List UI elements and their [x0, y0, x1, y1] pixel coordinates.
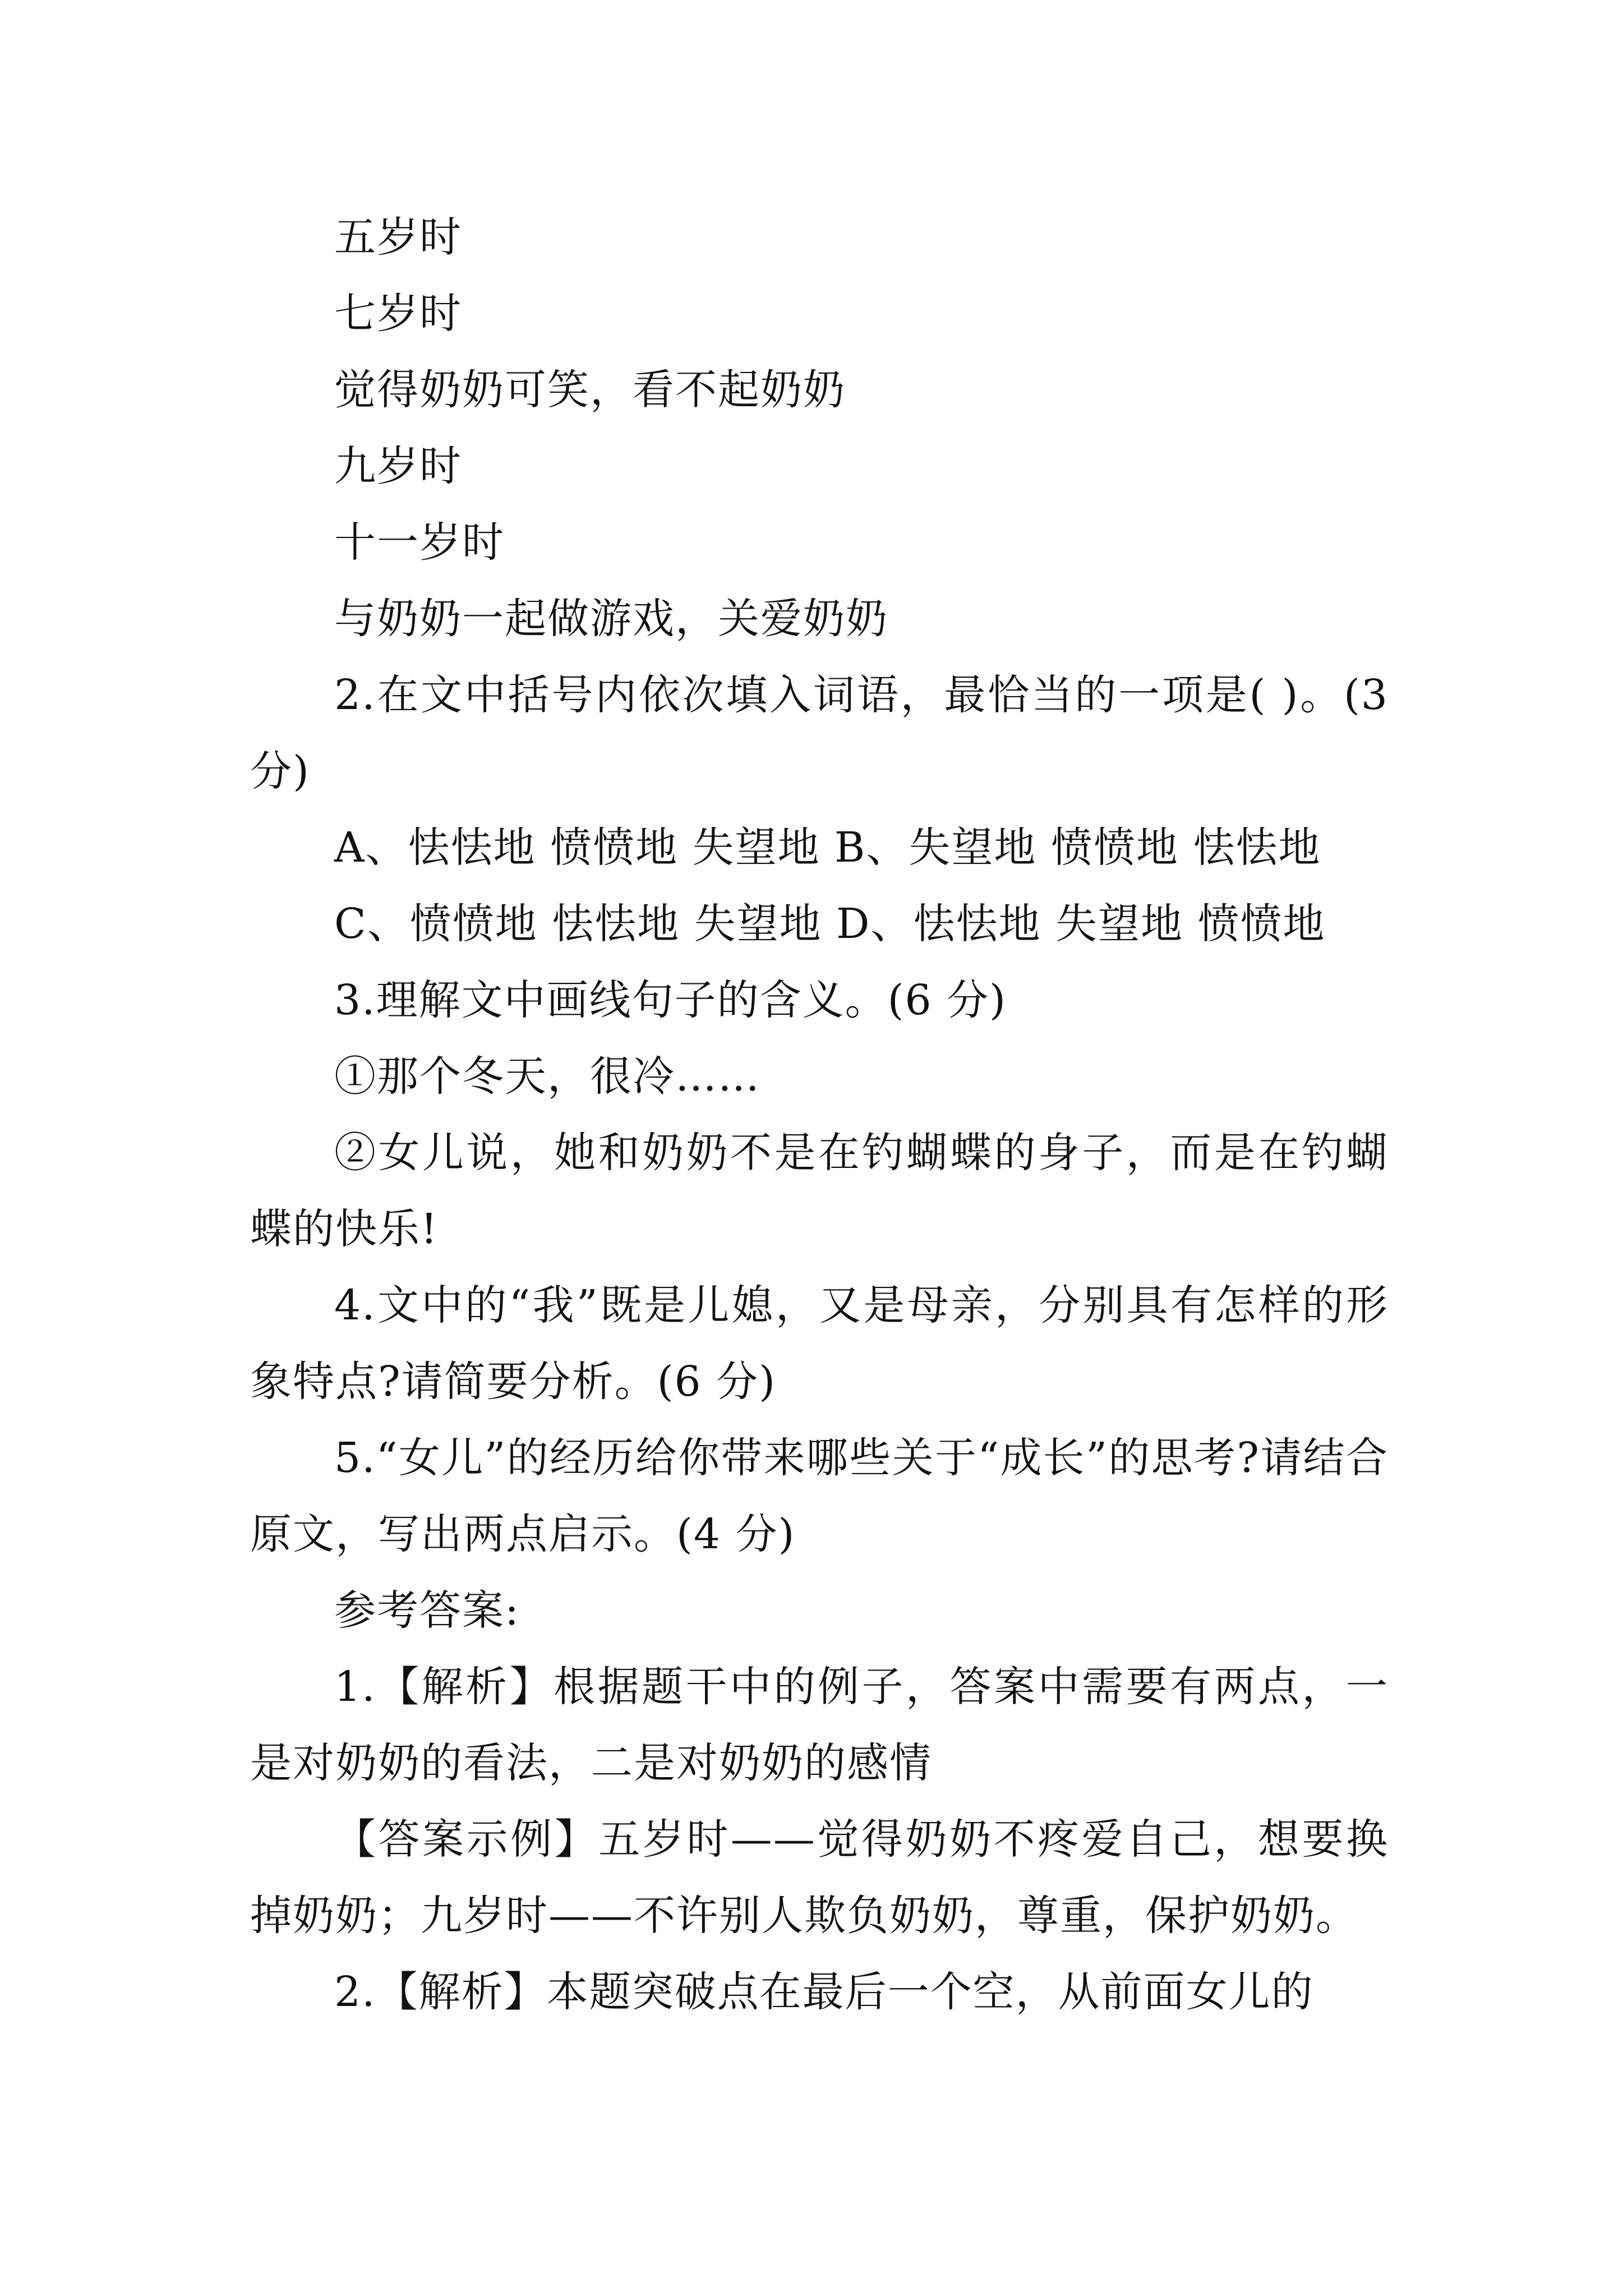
- question-2-options-cd: C、愤愤地 怯怯地 失望地 D、怯怯地 失望地 愤愤地: [334, 900, 1326, 948]
- text-line: 十一岁时: [334, 518, 505, 567]
- answer-2-analysis: 2.【解析】本题突破点在最后一个空，从前面女儿的: [334, 1968, 1314, 2016]
- answer-1-example: 【答案示例】五岁时——觉得奶奶不疼爱自己，想要换掉奶奶；九岁时——不许别人欺负奶奶，尊重，保护奶奶。: [250, 1815, 1389, 1940]
- text-line: 七岁时: [334, 289, 462, 338]
- text-line: 九岁时: [334, 442, 462, 490]
- document-body: [250, 199, 1389, 2030]
- question-5: 5.“女儿”的经历给你带来哪些关于“成长”的思考?请结合原文，写出两点启示。(4 分): [250, 1434, 1389, 1558]
- question-3-sentence-1: ①那个冬天，很冷……: [334, 1052, 760, 1101]
- answers-heading: 参考答案:: [334, 1586, 520, 1635]
- question-3: 3.理解文中画线句子的含义。(6 分): [334, 976, 1007, 1024]
- text-line: 觉得奶奶可笑，看不起奶奶: [334, 366, 846, 414]
- text-line: 与奶奶一起做游戏，关爱奶奶: [334, 595, 888, 643]
- question-2-options-ab: A、怯怯地 愤愤地 失望地 B、失望地 愤愤地 怯怯地: [334, 823, 1321, 872]
- question-3-sentence-2: ②女儿说，她和奶奶不是在钓蝴蝶的身子，而是在钓蝴蝶的快乐!: [250, 1129, 1389, 1253]
- question-2: 2.在文中括号内依次填入词语，最恰当的一项是( )。(3分): [250, 671, 1389, 795]
- text-line: 五岁时: [334, 213, 462, 261]
- question-4: 4.文中的“我”既是儿媳，又是母亲，分别具有怎样的形象特点?请简要分析。(6 分): [250, 1281, 1389, 1406]
- answer-1-analysis: 1.【解析】根据题干中的例子，答案中需要有两点，一是对奶奶的看法，二是对奶奶的感情: [250, 1663, 1389, 1787]
